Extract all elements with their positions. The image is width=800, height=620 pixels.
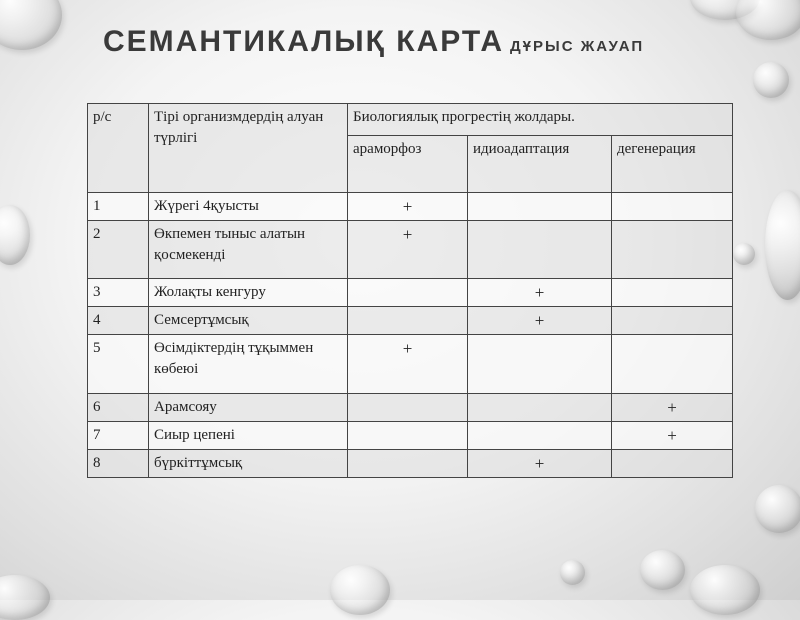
cell-degeneration [612, 279, 733, 307]
cell-aromorphosis: + [348, 221, 468, 279]
cell-idioadaptation: + [468, 307, 612, 335]
row-num: 2 [88, 221, 149, 279]
table-row [88, 279, 733, 307]
water-drop-decoration [765, 190, 800, 300]
header-organism: Тірі организмдердің алуан түрлігі [149, 104, 348, 193]
title-main: СЕМАНТИКАЛЫҚ КАРТА [103, 25, 504, 58]
cell-degeneration [612, 307, 733, 335]
table-header-row [88, 104, 733, 136]
cell-aromorphosis [348, 307, 468, 335]
cell-degeneration [612, 335, 733, 394]
semantic-map-table [87, 103, 733, 478]
cell-degeneration: + [612, 422, 733, 450]
row-name: бүркіттұмсық [149, 450, 348, 478]
row-num: 4 [88, 307, 149, 335]
cell-idioadaptation [468, 335, 612, 394]
table-row [88, 450, 733, 478]
row-num: 5 [88, 335, 149, 394]
page-title [103, 22, 644, 59]
water-drop-decoration [0, 205, 30, 265]
row-num: 7 [88, 422, 149, 450]
row-name: Өсімдіктердің тұқыммен көбеюі [149, 335, 348, 394]
water-drop-decoration [560, 560, 585, 585]
cell-aromorphosis [348, 394, 468, 422]
water-drop-decoration [733, 243, 755, 265]
cell-idioadaptation: + [468, 279, 612, 307]
header-aromorphosis: араморфоз [348, 136, 468, 193]
table-row [88, 335, 733, 394]
cell-aromorphosis: + [348, 193, 468, 221]
cell-degeneration [612, 450, 733, 478]
cell-aromorphosis: + [348, 335, 468, 394]
water-drop-decoration [753, 62, 789, 98]
water-drop-decoration [755, 485, 800, 533]
cell-aromorphosis [348, 422, 468, 450]
row-name: Арамсояу [149, 394, 348, 422]
header-num: р/с [88, 104, 149, 193]
water-drop-decoration [330, 565, 390, 615]
table-row [88, 394, 733, 422]
cell-aromorphosis [348, 450, 468, 478]
water-drop-decoration [0, 575, 50, 620]
cell-degeneration [612, 193, 733, 221]
water-drop-decoration [736, 0, 800, 40]
row-num: 8 [88, 450, 149, 478]
cell-idioadaptation [468, 193, 612, 221]
row-num: 3 [88, 279, 149, 307]
water-drop-decoration [690, 565, 760, 615]
header-idioadaptation: идиоадаптация [468, 136, 612, 193]
row-num: 1 [88, 193, 149, 221]
cell-degeneration [612, 221, 733, 279]
cell-idioadaptation [468, 221, 612, 279]
row-num: 6 [88, 394, 149, 422]
water-drop-decoration [640, 550, 685, 590]
cell-idioadaptation: + [468, 450, 612, 478]
cell-idioadaptation [468, 422, 612, 450]
cell-idioadaptation [468, 394, 612, 422]
row-name: Өкпемен тыныс алатын қосмекенді [149, 221, 348, 279]
table-row [88, 221, 733, 279]
water-drop-decoration [0, 0, 62, 50]
cell-aromorphosis [348, 279, 468, 307]
row-name: Жолақты кенгуру [149, 279, 348, 307]
cell-degeneration: + [612, 394, 733, 422]
table-row [88, 307, 733, 335]
header-paths: Биологиялық прогрестің жолдары. [348, 104, 733, 136]
table-row [88, 193, 733, 221]
row-name: Жүрегі 4қуысты [149, 193, 348, 221]
title-subtitle: ДҰРЫС ЖАУАП [509, 38, 645, 55]
row-name: Семсертұмсық [149, 307, 348, 335]
header-degeneration: дегенерация [612, 136, 733, 193]
row-name: Сиыр цепені [149, 422, 348, 450]
table-row [88, 422, 733, 450]
